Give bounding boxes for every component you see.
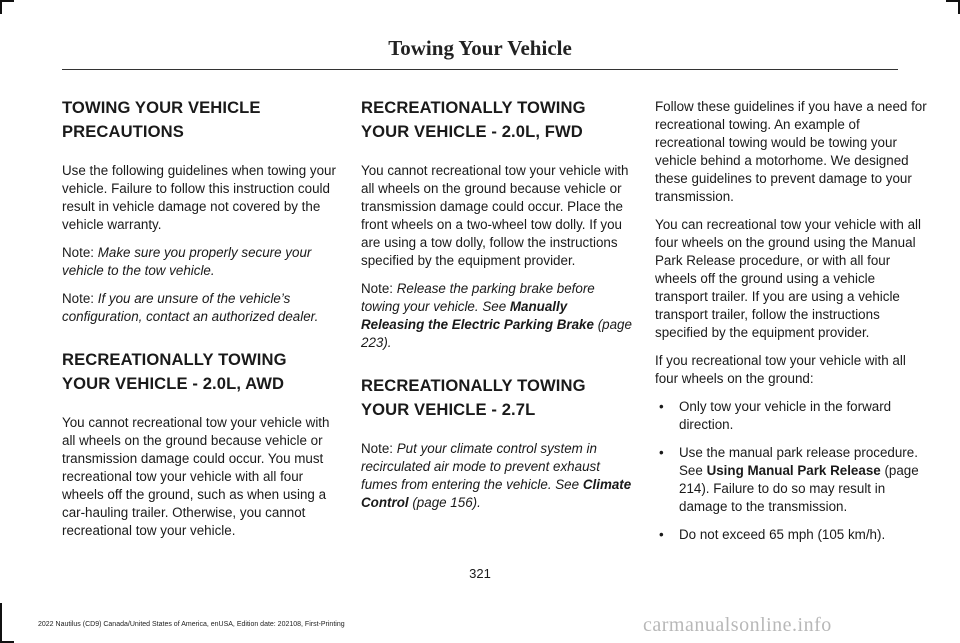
list-item-text: Only tow your vehicle in the forward direction. [679, 399, 892, 432]
page-reference: (page 156). [412, 495, 481, 510]
paragraph: You cannot recreational tow your vehicle with all wheels on the ground because vehicle or transmission damage could occur. You must recreational tow your vehicle with all four wheels off the ground, such as when using a car-hauling trailer. Otherwise, you cannot recreational tow your vehicle. [62, 415, 330, 538]
crop-mark [0, 0, 14, 2]
section-heading-2-7l: RECREATIONALLY TOWING YOUR VEHICLE - 2.7L [361, 376, 586, 419]
list-item-text: Do not exceed 65 mph (105 km/h). [679, 527, 886, 542]
column-3 [655, 98, 929, 554]
paragraph: If you recreational tow your vehicle with all four wheels on the ground: [655, 353, 906, 386]
note-text: Put your climate control system in recirculated air mode to prevent exhaust fumes from entering the vehicle. See [361, 441, 600, 492]
note [361, 440, 633, 512]
paragraph: Follow these guidelines if you have a need for recreational towing. An example of recreational towing would be towing your vehicle behind a motorhome. We designed these guidelines to prevent damage to your transmission. [655, 99, 927, 204]
list-item [655, 398, 929, 434]
list-item-text: Use the manual park release procedure. See [679, 445, 918, 478]
note [62, 290, 338, 326]
crop-mark [0, 603, 2, 643]
note-label: Note: [361, 281, 394, 296]
page-reference: (page 223). [361, 317, 632, 350]
note-text: If you are unsure of the vehicle’s configuration, contact an authorized dealer. [62, 291, 319, 324]
note-label: Note: [62, 291, 95, 306]
column-2 [361, 96, 633, 522]
paragraph: You cannot recreational tow your vehicle with all wheels on the ground because vehicle or transmission damage could occur. Place the front wheels on a two-wheel tow dolly. If you are using a tow dolly, follow the instructions specified by the equipment provider. [361, 163, 629, 268]
list-item-text: (page 214). Failure to do so may result in damage to the transmission. [679, 463, 919, 514]
cross-reference-link[interactable]: Climate Control [361, 477, 632, 510]
section-heading-precautions: TOWING YOUR VEHICLE PRECAUTIONS [62, 98, 261, 141]
page-number: 321 [469, 566, 491, 581]
note [62, 244, 338, 280]
note-text: Make sure you properly secure your vehicle to the tow vehicle. [62, 245, 312, 278]
crop-mark [0, 0, 2, 14]
note [361, 280, 633, 352]
footer-edition-info: 2022 Nautilus (CD9) Canada/United States of America, enUSA, Edition date: 202108, First-Printing [38, 621, 345, 628]
list-item [655, 444, 929, 516]
note-text: Release the parking brake before towing your vehicle. See [361, 281, 595, 314]
bullet-list [655, 398, 929, 544]
bullet-icon: • [659, 527, 664, 542]
list-item [655, 526, 929, 544]
paragraph: Use the following guidelines when towing your vehicle. Failure to follow this instruction could result in vehicle damage not covered by the vehicle warranty. [62, 163, 336, 232]
bullet-icon: • [659, 399, 664, 414]
crop-mark [946, 0, 960, 2]
note-label: Note: [62, 245, 95, 260]
section-heading-awd: RECREATIONALLY TOWING YOUR VEHICLE - 2.0L, AWD [62, 350, 287, 393]
column-1 [62, 96, 338, 550]
paragraph: You can recreational tow your vehicle with all four wheels on the ground using the Manual Park Release procedure, or with all four wheels off the ground using a vehicle transport trailer. If you are using a vehicle transport trailer, follow the instructions specified by the equipment provider. [655, 217, 921, 340]
bullet-icon: • [659, 445, 664, 460]
watermark: carmanualsonline.info [643, 614, 832, 636]
header-divider [62, 69, 898, 70]
note-label: Note: [361, 441, 394, 456]
cross-reference-link[interactable]: Using Manual Park Release [706, 463, 881, 478]
page-title: Towing Your Vehicle [388, 36, 572, 60]
cross-reference-link[interactable]: Manually Releasing the Electric Parking Brake [361, 299, 594, 332]
section-heading-fwd: RECREATIONALLY TOWING YOUR VEHICLE - 2.0L, FWD [361, 98, 586, 141]
